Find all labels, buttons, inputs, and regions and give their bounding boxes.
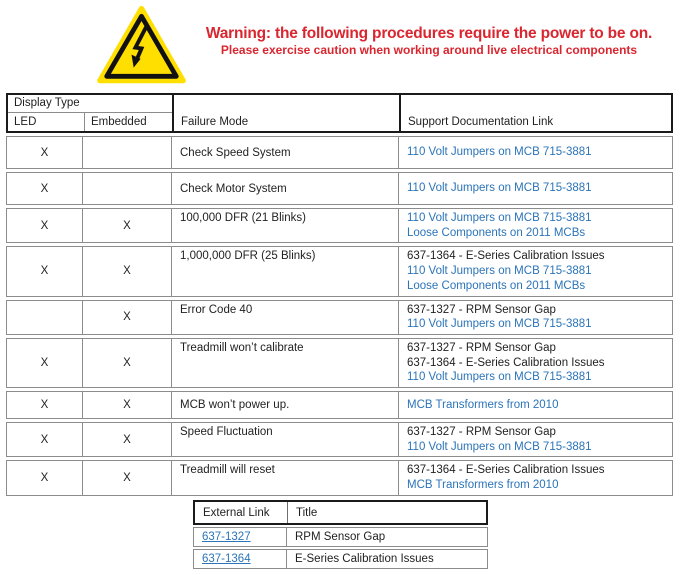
table-row [6,422,673,457]
failure-mode-cell: MCB won’t power up. [172,392,399,418]
title-cell: E-Series Calibration Issues [295,553,434,565]
support-docs-cell [399,137,672,168]
led-x-cell: X [7,461,83,494]
external-links-table [193,500,488,569]
links-table-body [193,527,488,569]
support-doc-link[interactable]: 110 Volt Jumpers on MCB 715-3881 [407,212,592,224]
external-link-column-header: External Link [195,502,288,523]
led-x-cell: X [7,423,83,456]
embedded-x-cell [83,137,172,168]
display-type-subheaders [8,113,172,131]
table-row [193,527,488,547]
support-docs-cell [399,423,672,456]
support-doc-text: 637-1327 - RPM Sensor Gap [407,341,556,354]
failure-mode-cell: 1,000,000 DFR (25 Blinks) [172,247,399,295]
led-x-cell: X [7,209,83,242]
title-column-header: Title [296,507,318,519]
embedded-x-cell: X [83,301,172,334]
high-voltage-warning-icon [92,5,191,85]
lightning-triangle-icon [92,5,191,85]
table-row [6,136,673,169]
external-link[interactable]: 637-1364 [202,553,251,565]
led-x-cell: X [7,247,83,295]
support-doc-link[interactable]: Loose Components on 2011 MCBs [407,226,586,239]
failure-mode-table [6,93,673,496]
support-docs-cell [399,247,672,295]
table-header [6,93,673,133]
support-doc-link[interactable]: MCB Transformers from 2010 [407,398,559,411]
embedded-column-header: Embedded [91,116,147,128]
support-link-column-header: Support Documentation Link [408,116,554,128]
external-link-cell [194,528,287,546]
led-column-header: LED [8,113,85,131]
failure-mode-cell: Error Code 40 [172,301,399,334]
support-doc-link[interactable]: MCB Transformers from 2010 [407,479,559,492]
led-x-cell: X [7,339,83,387]
failure-mode-cell: 100,000 DFR (21 Blinks) [172,209,399,242]
failure-mode-cell: Check Motor System [172,173,399,204]
support-docs-cell [399,392,672,418]
support-doc-link[interactable]: 110 Volt Jumpers on MCB 715-3881 [407,182,592,195]
embedded-x-cell: X [83,339,172,387]
support-doc-link[interactable]: 110 Volt Jumpers on MCB 715-3881 [407,440,592,453]
failure-mode-cell: Treadmill will reset [172,461,399,494]
display-type-header-group [8,95,174,131]
failure-mode-cell: Treadmill won’t calibrate [172,339,399,387]
table-row [6,208,673,243]
table-row [6,246,673,296]
support-doc-link[interactable]: 110 Volt Jumpers on MCB 715-3881 [407,318,592,331]
support-doc-link[interactable]: 110 Volt Jumpers on MCB 715-3881 [407,146,592,159]
led-x-cell: X [7,392,83,418]
support-doc-link[interactable]: Loose Components on 2011 MCBs [407,279,586,292]
external-link[interactable]: 637-1327 [202,531,251,543]
support-doc-text: 637-1327 - RPM Sensor Gap [407,303,556,316]
led-x-cell: X [7,137,83,168]
table-row [6,391,673,419]
table-row [6,300,673,335]
support-doc-text: 637-1327 - RPM Sensor Gap [407,426,556,439]
support-doc-text: 637-1364 - E-Series Calibration Issues [407,464,605,477]
support-docs-cell [399,301,672,334]
support-docs-cell [399,173,672,204]
failure-mode-cell: Check Speed System [172,137,399,168]
support-docs-cell [399,209,672,242]
support-docs-cell [399,339,672,387]
failure-mode-column-header: Failure Mode [174,95,401,131]
failure-mode-cell: Speed Fluctuation [172,423,399,456]
support-doc-link[interactable]: 110 Volt Jumpers on MCB 715-3881 [407,265,592,278]
links-table-header [193,500,488,525]
embedded-x-cell [83,173,172,204]
support-doc-text: 637-1364 - E-Series Calibration Issues [407,250,605,263]
support-docs-cell [399,461,672,494]
table-row [6,172,673,205]
table-row [193,549,488,569]
embedded-x-cell: X [83,209,172,242]
led-x-cell: X [7,173,83,204]
table-row [6,338,673,388]
warning-title: Warning: the following procedures require the power to be on. [205,25,653,42]
embedded-x-cell: X [83,423,172,456]
support-doc-link[interactable]: 110 Volt Jumpers on MCB 715-3881 [407,371,592,384]
led-x-cell [7,301,83,334]
embedded-x-cell: X [83,392,172,418]
display-type-header: Display Type [8,95,172,113]
title-cell: RPM Sensor Gap [295,531,386,543]
external-link-cell [194,550,287,568]
warning-subtitle: Please exercise caution when working around live electrical components [220,43,638,57]
warning-message [178,24,680,58]
support-doc-text: 637-1364 - E-Series Calibration Issues [407,356,605,369]
embedded-x-cell: X [83,247,172,295]
table-body [6,136,673,496]
embedded-x-cell: X [83,461,172,494]
table-row [6,460,673,495]
